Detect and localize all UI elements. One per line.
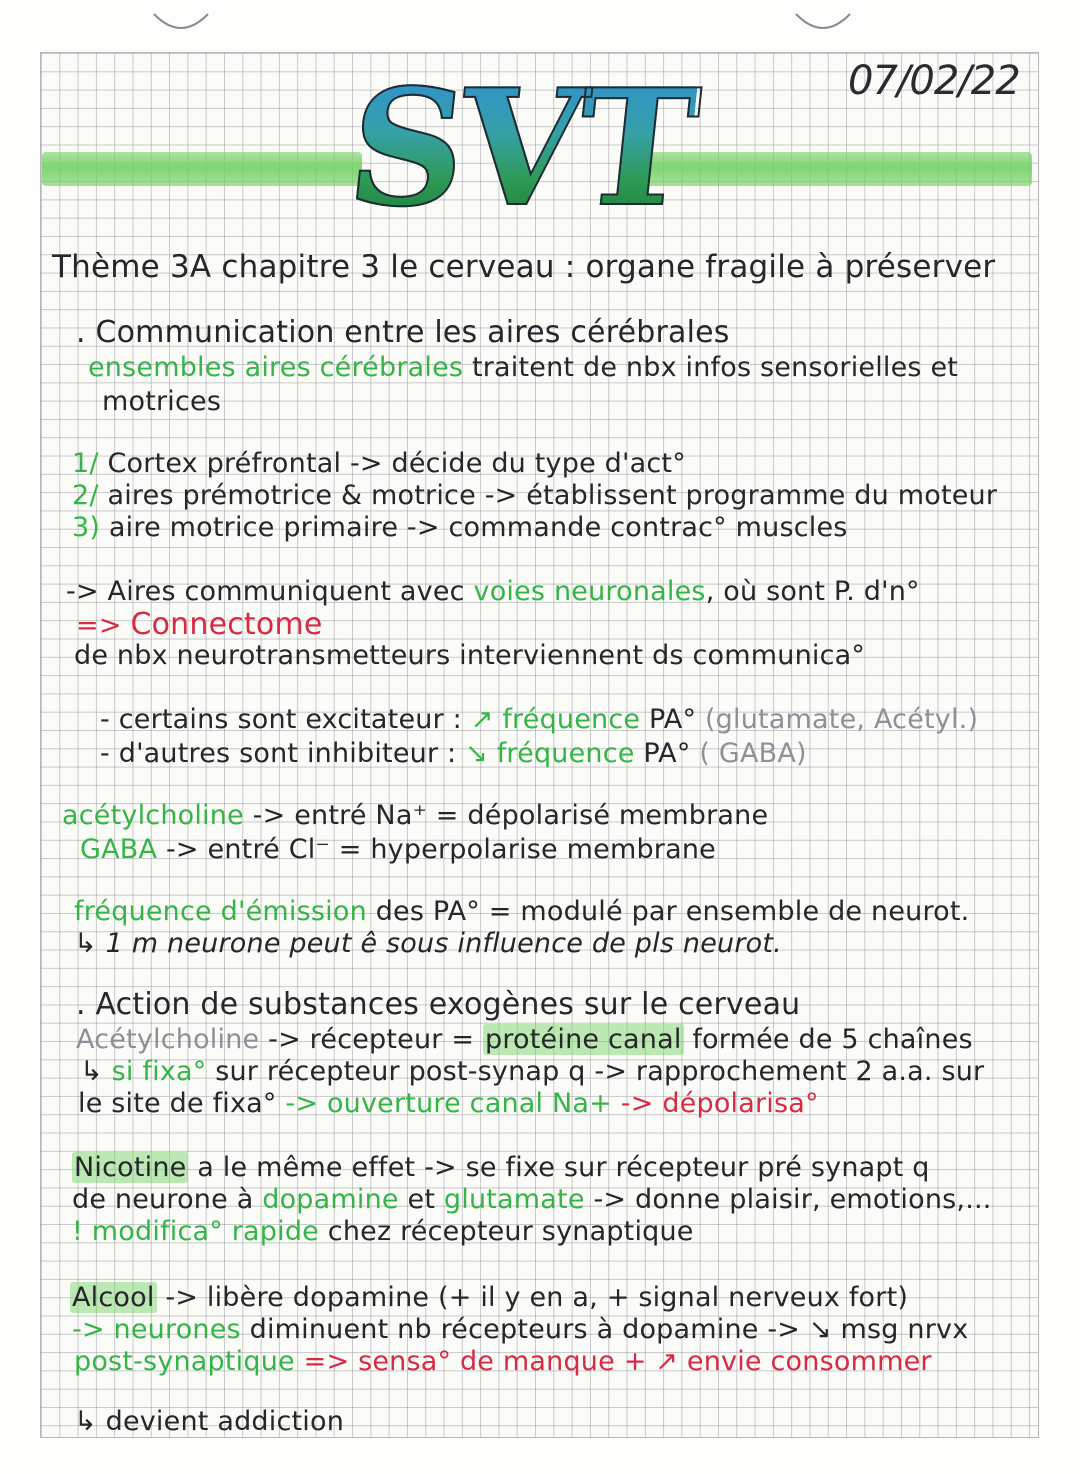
list-item-2-number: 2/ (72, 480, 99, 511)
dopamine-line (72, 1186, 992, 1213)
fixation-arrow: ↳ (80, 1056, 103, 1087)
inhibitory-line (100, 740, 807, 767)
modification-term: ! modifica° rapide (72, 1216, 319, 1247)
frequency-line (74, 898, 969, 925)
aires-pre-text: -> Aires communiquent avec (66, 576, 465, 607)
section1-heading: . Communication entre les aires cérébrales (76, 315, 730, 350)
nicotine-line (72, 1154, 930, 1181)
modification-rest: chez récepteur synaptique (327, 1216, 694, 1247)
note-date: 07/02/22 (848, 58, 1020, 104)
section1-intro-cont: motrices (102, 386, 222, 417)
neurone-influence-line: ↳ 1 m neurone peut ê sous influence de pls neurot. (74, 928, 782, 959)
dopamine-term: dopamine (262, 1184, 399, 1215)
fixation-term: si fixa° (111, 1056, 207, 1087)
fixation-line (80, 1058, 984, 1085)
acetylcholine-rest: -> entré Na⁺ = dépolarisé membrane (252, 800, 769, 831)
excit-grey-text: (glutamate, Acétyl.) (704, 704, 979, 735)
site-pre-text: le site de fixa° (78, 1088, 277, 1119)
fixation-rest: sur récepteur post-synap q -> rapprochement 2 a.a. sur (215, 1056, 985, 1087)
connectome-line (76, 607, 323, 642)
aires-post-text: , où sont P. d'n° (705, 576, 920, 607)
nicotine-highlight: Nicotine (74, 1152, 187, 1183)
frequency-rest: des PA° = modulé par ensemble de neurot. (375, 896, 970, 927)
excit-mid-text: PA° (649, 704, 697, 735)
list-item-1-number: 1/ (72, 448, 99, 479)
post-synaptic-term: post-synaptique (74, 1346, 295, 1377)
withdrawal-text: => sensa° de manque + ↗ envie consommer (303, 1346, 932, 1377)
alcohol-rest: -> libère dopamine (+ il y en a, + signal nerveux fort) (165, 1282, 909, 1313)
intro-green-text: ensembles aires cérébrales (88, 352, 464, 383)
section2-heading: . Action de substances exogènes sur le cerveau (76, 987, 801, 1022)
list-item-1 (72, 450, 686, 477)
addiction-line: ↳ devient addiction (74, 1406, 345, 1437)
acetylcholine-term: acétylcholine (62, 800, 244, 831)
title-text: SVT (339, 54, 701, 242)
section1-intro (88, 354, 958, 381)
neurones-term: -> neurones (72, 1314, 241, 1345)
neurone-pre-text: de neurone à (72, 1184, 254, 1215)
glutamate-term: glutamate (443, 1184, 585, 1215)
neurones-rest: diminuent nb récepteurs à dopamine -> ↘ msg nrvx (249, 1314, 969, 1345)
neurotransmitters-line: de nbx neurotransmetteurs interviennent ds communica° (74, 640, 866, 671)
alcohol-highlight: Alcool (72, 1282, 155, 1313)
list-item-3 (72, 514, 848, 541)
list-item-2 (72, 482, 997, 509)
excit-green-text: ↗ fréquence (470, 704, 641, 735)
punch-hole-left (146, 0, 216, 40)
acetylcholine-line (62, 802, 768, 829)
receptor-line (76, 1026, 973, 1053)
connectome-term: Connectome (130, 607, 323, 642)
neurone-post-text: -> donne plaisir, emotions,... (593, 1184, 992, 1215)
inhib-grey-text: ( GABA) (699, 738, 807, 769)
receptor-post-text: formée de 5 chaînes (692, 1024, 973, 1055)
modification-line (72, 1218, 694, 1245)
protein-channel-highlight: protéine canal (485, 1024, 682, 1055)
list-item-3-number: 3) (72, 512, 101, 543)
aires-green-text: voies neuronales (473, 576, 706, 607)
acetylcholine-grey-term: Acétylcholine (76, 1024, 260, 1055)
site-green-text: -> ouverture canal Na+ (285, 1088, 612, 1119)
gaba-rest: -> entré Cl⁻ = hyperpolarise membrane (165, 834, 716, 865)
alcohol-line (70, 1284, 908, 1311)
gaba-line (80, 836, 716, 863)
post-synaptic-line (74, 1348, 932, 1375)
neurones-line (72, 1316, 968, 1343)
connectome-arrow: => (76, 610, 122, 641)
theme-heading: Thème 3A chapitre 3 le cerveau : organe fragile à préserver (52, 249, 996, 285)
aires-line (66, 578, 920, 605)
gaba-term: GABA (80, 834, 158, 865)
excit-pre-text: - certains sont excitateur : (100, 704, 462, 735)
list-item-3-text: aire motrice primaire -> commande contrac° muscles (108, 512, 848, 543)
site-line (78, 1090, 819, 1117)
list-item-1-text: Cortex préfrontal -> décide du type d'act° (107, 448, 686, 479)
nicotine-rest: a le même effet -> se fixe sur récepteur pré synapt q (197, 1152, 930, 1183)
receptor-mid-text: -> récepteur = (268, 1024, 475, 1055)
inhib-mid-text: PA° (643, 738, 691, 769)
punch-hole-right (788, 0, 858, 40)
title-highlight-band-left (42, 152, 362, 186)
intro-rest-text: traitent de nbx infos sensorielles et (471, 352, 959, 383)
page-title (339, 54, 701, 242)
frequency-term: fréquence d'émission (74, 896, 367, 927)
site-red-text: -> dépolarisa° (620, 1088, 819, 1119)
inhib-pre-text: - d'autres sont inhibiteur : (100, 738, 457, 769)
excitatory-line (100, 706, 978, 733)
inhib-green-text: ↘ fréquence (465, 738, 635, 769)
neurone-et-text: et (407, 1184, 436, 1215)
list-item-2-text: aires prémotrice & motrice -> établissent programme du moteur (107, 480, 998, 511)
